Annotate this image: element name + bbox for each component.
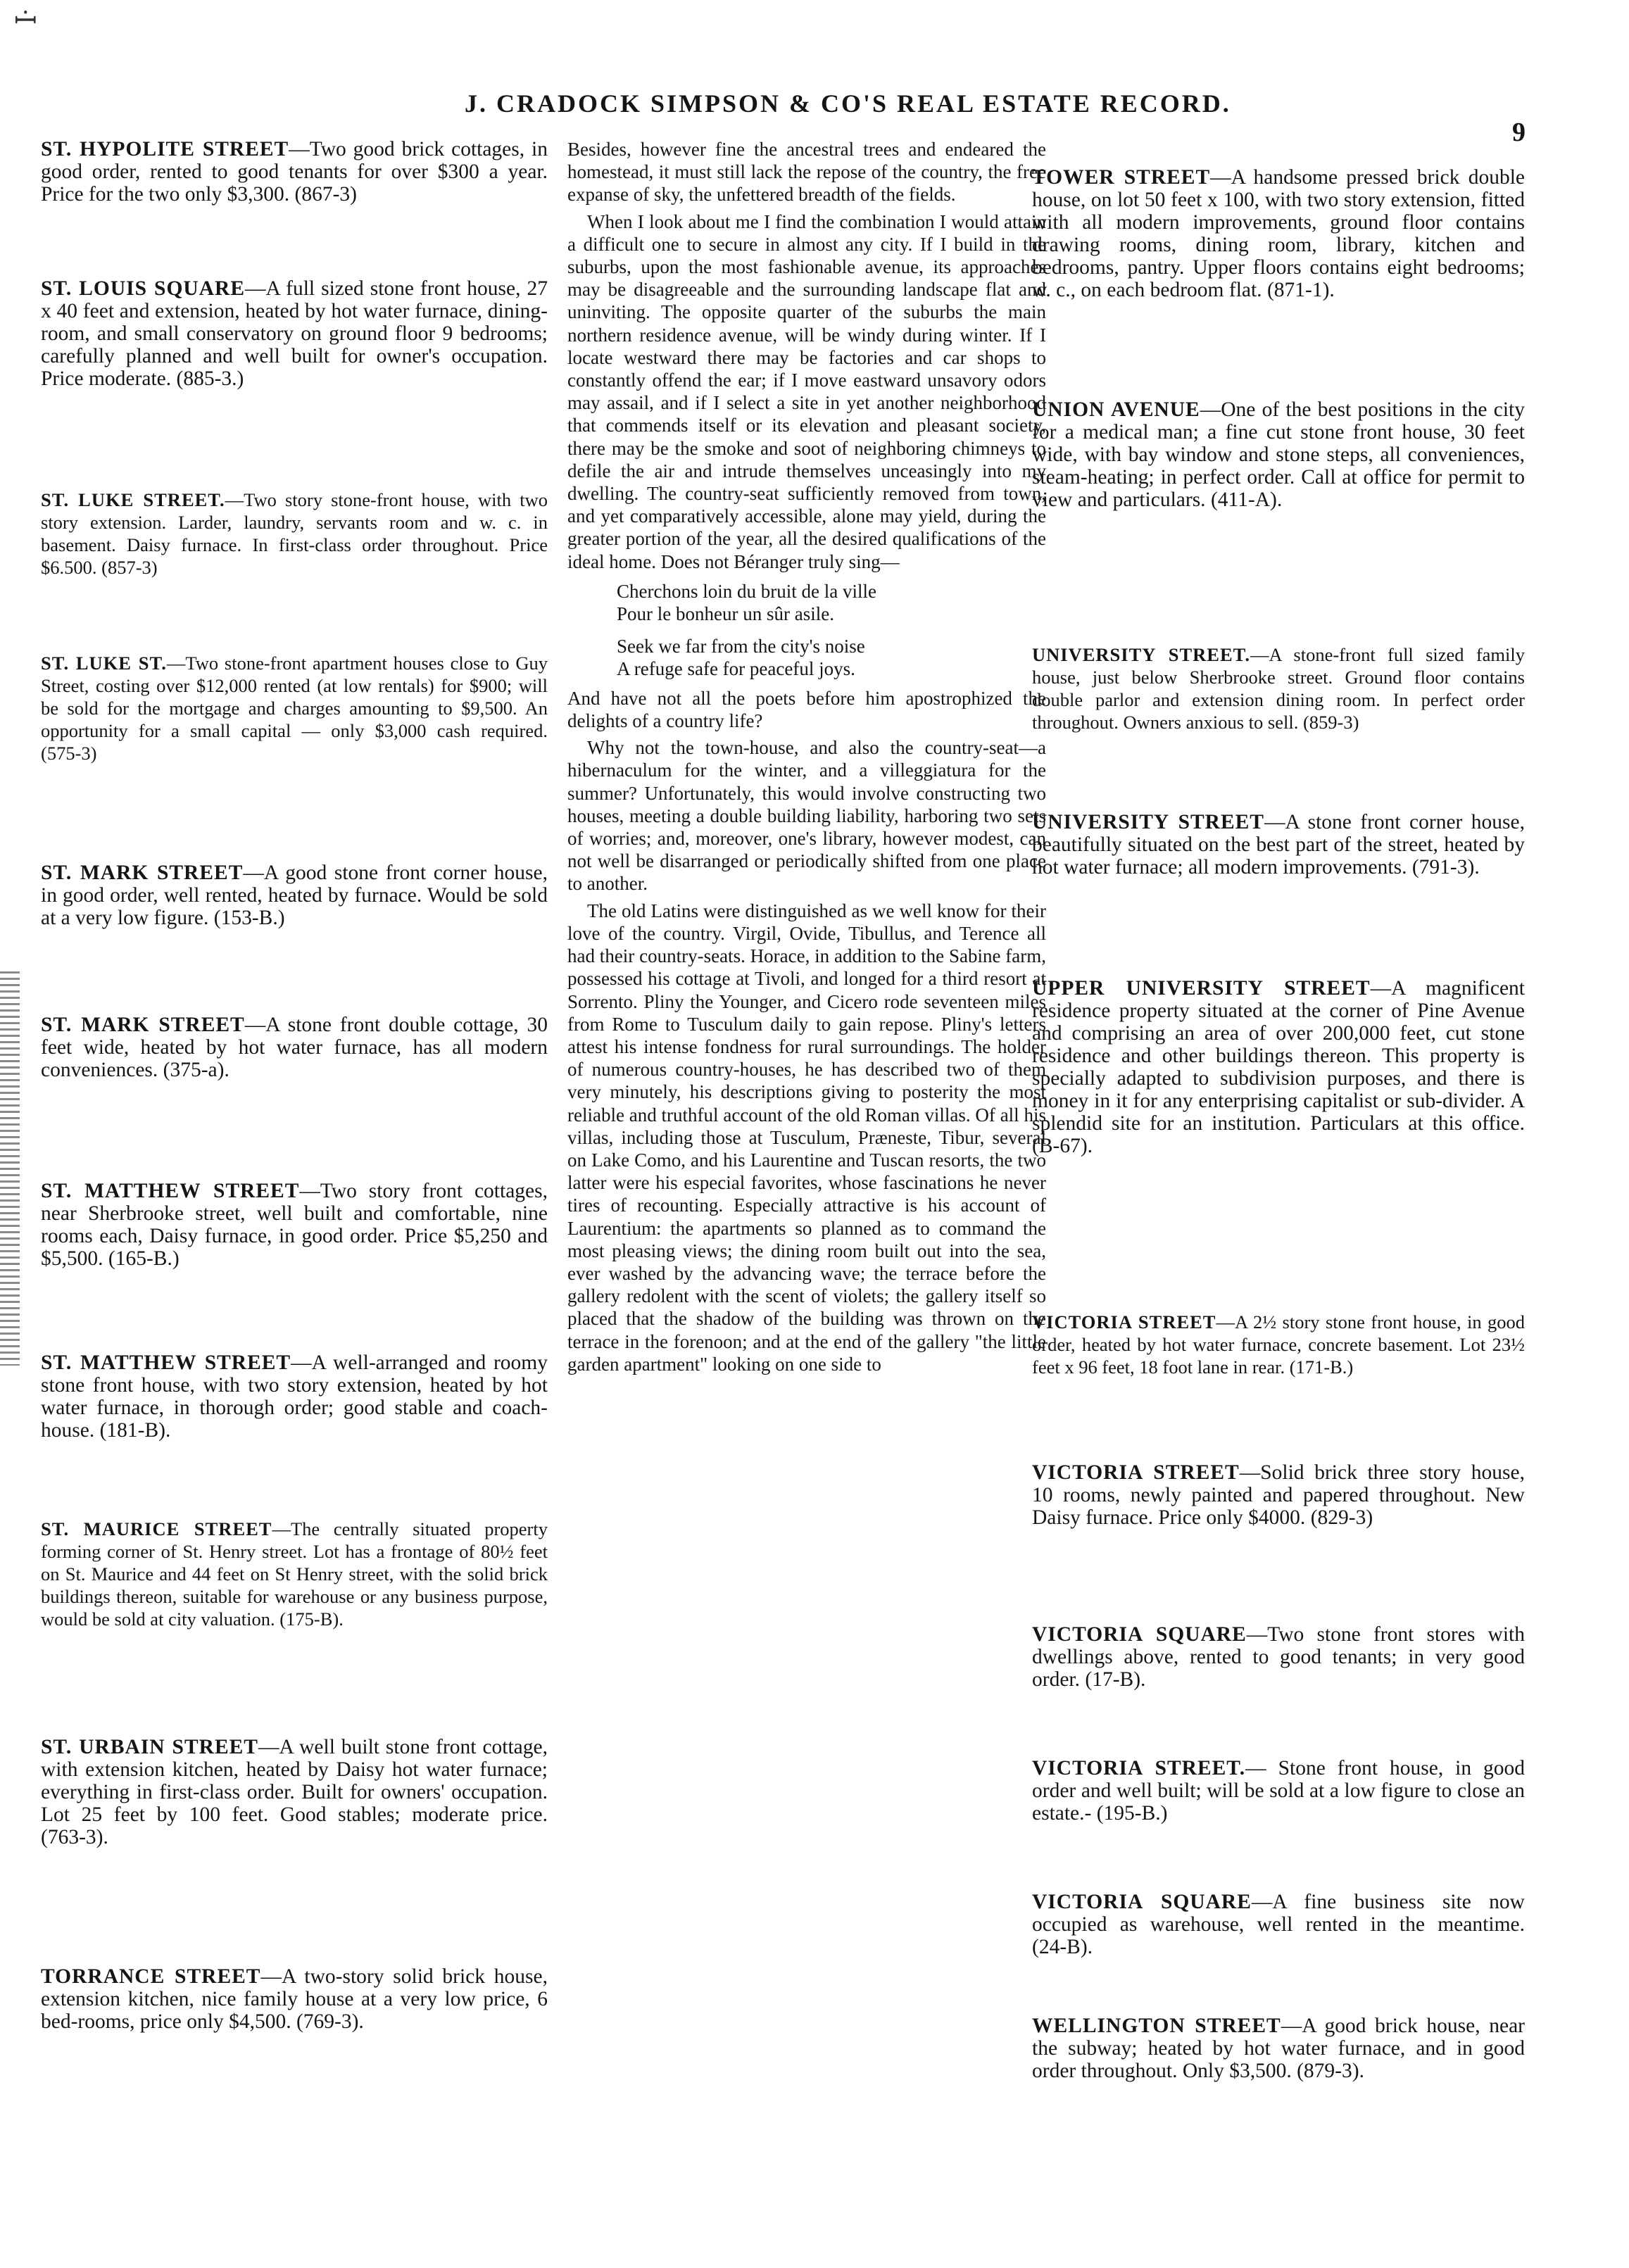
listing-text <box>41 862 548 929</box>
listing-text <box>1032 1757 1525 1825</box>
listing-ref: (375-a). <box>163 1059 229 1081</box>
listing-street: ST. MAURICE STREET <box>41 1518 272 1539</box>
listing <box>41 1180 548 1270</box>
listing-text <box>1032 166 1525 301</box>
listing <box>1032 2015 1525 2082</box>
listing-street: VICTORIA STREET <box>1032 1311 1216 1333</box>
listing <box>41 1736 548 1848</box>
listing <box>1032 398 1525 511</box>
essay-paragraph: Why not the town-house, and also the country-seat—a hibernaculum for the winter, and a villeggiatura for the summer? Unfortunately, this would involve constructing two houses, meeting a double building liability, harboring two sets of worries; and, moreover, one's library, however modest, can not well be disarranged or periodically shifted from one place to another. <box>567 737 1046 895</box>
listing <box>41 652 548 764</box>
listing-ref: (411-A). <box>1210 489 1283 511</box>
listing-street: ST. HYPOLITE STREET <box>41 138 289 160</box>
listing-text <box>41 1736 548 1848</box>
listing-street: ST. MATTHEW STREET <box>41 1352 291 1374</box>
listing-street: ST. LOUIS SQUARE <box>41 277 245 300</box>
listing-text <box>41 652 548 764</box>
listing-street: ST. URBAIN STREET <box>41 1736 258 1758</box>
running-title: J. CRADOCK SIMPSON & CO'S REAL ESTATE RECORD. <box>465 89 1231 118</box>
listing-ref: (165-B.) <box>108 1247 180 1270</box>
listing-street: WELLINGTON STREET <box>1032 2015 1281 2037</box>
corner-mark: ꟷ̇ <box>14 5 37 37</box>
listing-street: VICTORIA STREET. <box>1032 1757 1246 1779</box>
listing-street: ST. MARK STREET <box>41 1014 245 1036</box>
essay-paragraph: When I look about me I find the combination I would attain a difficult one to secure in almost any city. If I build in the suburbs, upon the most fashionable avenue, its approaches may be disagreeable and the surrounding landscape flat and uninviting. The opposite quarter of the suburbs the main northern residence avenue, will be windy during winter. If I locate westward there may be factories and car shops to constantly offend the ear; if I move eastward unsavory odors may assail, and if I select a site in yet another neighborhood that commends itself or its elevation and pleasant society, there may be the smoke and soot of neighboring chimneys to defile the air and intrude themselves unceasingly into my dwelling. The country-seat sufficiently removed from town, and yet comparatively accessible, alone may yield, during the greater portion of the year, all the desired qualifications of the ideal home. Does not Béranger truly sing— <box>567 210 1046 572</box>
listing-ref: (859-3) <box>1302 712 1359 733</box>
listing-ref: (181-B). <box>99 1419 171 1442</box>
listing-body: —Two stone-front apartment houses close to Guy Street, costing over $12,000 rented (at low rentals) for $900; will be sold for the mortgage and charges amounting to $9,500. An opportunity for a small capital — only $3,000 cash required. <box>41 653 548 741</box>
listing <box>41 277 548 390</box>
listing-body: — Stone front house, in good order and well built; will be sold at a low figure to close an estate.- <box>1032 1757 1525 1825</box>
listing-text <box>41 1965 548 2033</box>
listing-ref: (195-B.) <box>1096 1802 1168 1825</box>
listing-street: UNIVERSITY STREET. <box>1032 644 1250 665</box>
listing-text <box>1032 811 1525 878</box>
listing-body: —A good brick house, near the subway; heated by hot water furnace, and in good order throughout. Only $3,500. <box>1032 2015 1525 2082</box>
essay-paragraph: And have not all the poets before him apostrophized the delights of a country life? <box>567 687 1046 732</box>
listing-ref: (791-3). <box>1411 856 1480 878</box>
scan-binding-edge <box>0 971 20 1366</box>
listing-street: TOWER STREET <box>1032 166 1211 189</box>
listing-ref: (171-B.) <box>1289 1356 1354 1378</box>
listing-text <box>1032 1623 1525 1691</box>
listing-street: VICTORIA SQUARE <box>1032 1623 1247 1646</box>
listing-body: —A magnificent residence property situated at the corner of Pine Avenue and comprising an area of over 200,000 feet, cut stone residence and other buildings thereon. This property is specially adapted to subdivision purposes, and there is money in it for any enterprising capitalist or sub-divider. A splendid site for an institution. Particulars at this office. <box>1032 977 1525 1135</box>
verse-block <box>617 580 1046 680</box>
listing-street: ST. MARK STREET <box>41 862 244 884</box>
listing-ref: (871-1). <box>1266 279 1335 301</box>
listing <box>1032 1891 1525 1958</box>
listing-body: —A well built stone front cottage, with extension kitchen, heated by Daisy hot water furnace; everything in first-class order. Built for owners' occupation. Lot 25 feet by 100 feet. Good stables; moderate price. <box>41 1736 548 1826</box>
listing-body: —A 2½ story stone front house, in good order, heated by hot water furnace, concrete basement. Lot 23½ feet x 96 feet, 18 foot lane in rear. <box>1032 1311 1525 1378</box>
listing-body: —A stone front corner house, beautifully situated on the best part of the street, heated by hot water furnace; all modern improvements. <box>1032 811 1525 878</box>
listing-text <box>41 1518 548 1630</box>
verse-line: A refuge safe for peaceful joys. <box>617 657 855 679</box>
listing-text <box>1032 1891 1525 1958</box>
page-number: 9 <box>1512 118 1526 147</box>
listing <box>1032 643 1525 733</box>
listing-body: —A stone-front full sized family house, just below Sherbrooke street. Ground floor contains double parlor and extension dining room. In perfect order throughout. Owners anxious to sell. <box>1032 644 1526 733</box>
listing-body: —One of the best positions in the city for a medical man; a fine cut stone front house, 30 feet wide, with bay window and stone steps, all conveniences, steam-heating; in perfect order. Call at office for permit to view and particulars. <box>1032 398 1525 511</box>
listing-ref: (175-B). <box>279 1608 344 1630</box>
listing-street: ST. MATTHEW STREET <box>41 1180 300 1202</box>
listing-text <box>1032 398 1525 511</box>
listing <box>41 1965 548 2033</box>
stanza-gap <box>617 625 1046 635</box>
listing <box>41 1352 548 1442</box>
listing-ref: (885-3.) <box>176 367 244 390</box>
listing-ref: (867-3) <box>294 183 357 206</box>
listing-ref: (857-3) <box>101 557 158 578</box>
listing-body: —The centrally situated property forming corner of St. Henry street. Lot has a frontage of 80½ feet on St. Maurice and 44 feet on St Henry street, with the solid brick buildings thereon, suitable for warehouse or any business purpose, would be sold at city valuation. <box>41 1518 548 1630</box>
listing-street: VICTORIA SQUARE <box>1032 1891 1252 1913</box>
listing-body: —A full sized stone front house, 27 x 40 feet and extension, heated by hot water furnace, dining-room, and small conservatory on ground floor 9 bedrooms; carefully planned and well built for owner's occupation. Price moderate. <box>41 277 548 390</box>
listing <box>41 1014 548 1081</box>
listing <box>41 138 548 206</box>
listing-ref: (829-3) <box>1310 1506 1373 1529</box>
listing <box>1032 1311 1525 1378</box>
listing <box>1032 166 1525 301</box>
listing-text <box>41 1014 548 1081</box>
listing-ref: (769-3). <box>296 2010 364 2033</box>
listing-body: —Two story front cottages, near Sherbrooke street, well built and comfortable, nine rooms each, Daisy furnace, in good order. Price $5,250 and $5,500. <box>41 1180 548 1270</box>
listing <box>41 489 548 579</box>
verse-line: Cherchons loin du bruit de la ville <box>617 580 876 602</box>
listing <box>41 1518 548 1630</box>
listing-ref: (24-B). <box>1032 1936 1093 1958</box>
listing-ref: (B-67). <box>1032 1135 1093 1157</box>
listing-ref: (763-3). <box>41 1826 108 1848</box>
listing-body: —Solid brick three story house, 10 rooms, newly painted and papered throughout. New Daisy furnace. Price only $4000. <box>1032 1461 1525 1529</box>
listing-street: VICTORIA STREET <box>1032 1461 1240 1484</box>
listing-text <box>1032 2015 1525 2082</box>
listing-ref: (879-3). <box>1297 2060 1364 2082</box>
listing-text <box>1032 1311 1525 1378</box>
listing-body: —Two story stone-front house, with two story extension. Larder, laundry, servants room and w. c. in basement. Daisy furnace. In first-class order throughout. Price $6.500. <box>41 489 548 578</box>
listing-text <box>41 138 548 206</box>
listing-body: —A two-story solid brick house, extension kitchen, nice family house at a very low price, 6 bed-rooms, price only $4,500. <box>41 1965 548 2033</box>
listing <box>1032 811 1525 878</box>
listing-text <box>1032 977 1525 1157</box>
listing-body: —A fine business site now occupied as warehouse, well rented in the meantime. <box>1032 1891 1525 1936</box>
listing-text <box>41 277 548 390</box>
listing-body: —A good stone front corner house, in good order, well rented, heated by furnace. Would be sold at a very low figure. <box>41 862 548 929</box>
listing-body: —Two good brick cottages, in good order, rented to good tenants for over $300 a year. Price for the two only $3,300. <box>41 138 548 206</box>
essay-column <box>567 138 1046 1380</box>
listing-text <box>41 1180 548 1270</box>
essay-paragraph: Besides, however fine the ancestral trees and endeared the homestead, it must still lack the repose of the country, the free expanse of sky, the unfettered breadth of the fields. <box>567 139 1046 206</box>
listing <box>1032 1757 1525 1825</box>
listing-body: —Two stone front stores with dwellings above, rented to good tenants; in very good order. <box>1032 1623 1525 1691</box>
listing-body: —A handsome pressed brick double house, on lot 50 feet x 100, with two story extension, fitted with all modern improvements, ground floor contains drawing rooms, dining room, library, kitchen and bedrooms, pantry. Upper floors contains eight bedrooms; w. c., on each bedroom flat. <box>1032 166 1525 301</box>
listing-street: UNION AVENUE <box>1032 398 1200 421</box>
listing-ref: (153-B.) <box>213 907 285 929</box>
listing <box>41 862 548 929</box>
listing-ref: (575-3) <box>41 743 97 764</box>
listing <box>1032 1461 1525 1529</box>
listing-street: TORRANCE STREET <box>41 1965 261 1988</box>
listing-street: ST. LUKE STREET. <box>41 489 225 510</box>
listing-text <box>41 1352 548 1442</box>
verse-line: Seek we far from the city's noise <box>617 635 865 657</box>
listing-street: UNIVERSITY STREET <box>1032 811 1264 833</box>
listing-text <box>1032 643 1525 733</box>
listing-text <box>1032 1461 1525 1529</box>
listing-street: UPPER UNIVERSITY STREET <box>1032 977 1371 1000</box>
listing-ref: (17-B). <box>1085 1668 1146 1691</box>
listing-body: —A well-arranged and roomy stone front house, with two story extension, heated by hot water furnace, in thorough order; good stable and coach-house. <box>41 1352 548 1442</box>
verse-line: Pour le bonheur un sûr asile. <box>617 603 834 624</box>
listing-text <box>41 489 548 579</box>
listing <box>1032 1623 1525 1691</box>
listing-body: —A stone front double cottage, 30 feet wide, heated by hot water furnace, has all modern conveniences. <box>41 1014 548 1081</box>
essay-paragraph: The old Latins were distinguished as we well know for their love of the country. Virgil, Ovide, Tibullus, and Terence all had their country-seats. Horace, in addition to the Sabine farm, possessed his cottage at Tivoli, and longed for a third resort at Sorrento. Pliny the Younger, and Cicero rode seventeen miles from Rome to Tusculum daily to gain repose. Pliny's letters attest his intense fondness for rural surroundings. The holder of numerous country-houses, he has described two of them very minutely, his descriptions giving to posterity the most reliable and truthful account of the old Roman villas. Of all his villas, including those at Tusculum, Præneste, Tibur, several on Lake Como, and his Laurentine and Tuscan resorts, the two latter were his especial favorites, whose fascinations he never tires of recounting. Especially attractive is his account of Laurentium: the apartments so planned as to command the most pleasing views; the dining room built out into the sea, ever washed by the advancing wave; the terrace before the gallery redolent with the scent of violets; the gallery itself so placed that the shadow of the building was thrown on the terrace in the forenoon; and at the end of the gallery "the little garden apartment" looking on one side to <box>567 900 1046 1375</box>
listing <box>1032 977 1525 1157</box>
listing-street: ST. LUKE ST. <box>41 653 167 674</box>
